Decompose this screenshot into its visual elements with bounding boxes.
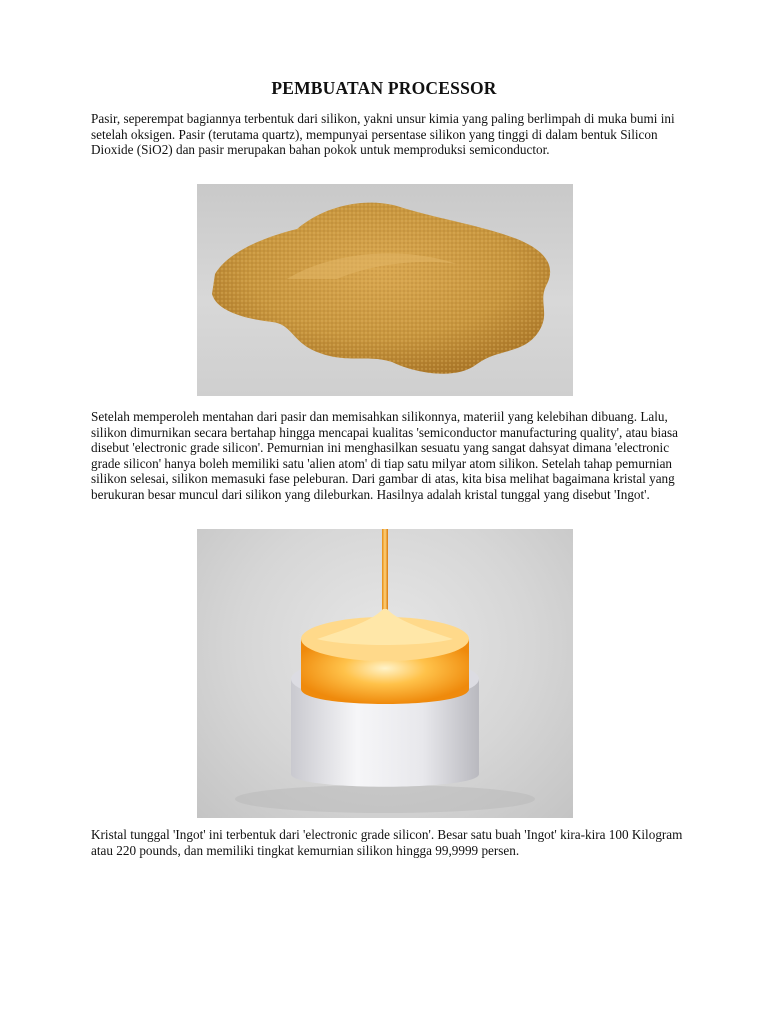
paragraph-purification: Setelah memperoleh mentahan dari pasir dan memisahkan silikonnya, materiil yang kelebihan dibuang. Lalu, silikon dimurnikan secara bertahap hingga mencapai kualitas 'semiconductor manufacturing quality', atau biasa disebut 'electronic grade silicon'. Pemurnian ini menghasilkan sesuatu yang sangat dahsyat dimana 'electronic grade silicon' hanya boleh memiliki satu 'alien atom' di tiap satu milyar atom silikon. Setelah tahap pemurnian silikon selesai, silikon memasuki fase peleburan. Dari gambar di atas, kita bisa melihat bagaimana kristal yang berukuran besar muncul dari silikon yang dileburkan. Hasilnya adalah kristal tunggal yang disebut 'Ingot'. bbox=[91, 409, 679, 502]
sand-pile-image bbox=[197, 184, 573, 396]
paragraph-ingot: Kristal tunggal 'Ingot' ini terbentuk dari 'electronic grade silicon'. Besar satu buah 'Ingot' kira-kira 100 Kilogram atau 220 pounds, dan memiliki tingkat kemurnian silikon hingga 99,9999 persen. bbox=[91, 827, 683, 858]
crucible-melting-image bbox=[197, 529, 573, 818]
page-title: PEMBUATAN PROCESSOR bbox=[271, 78, 497, 98]
paragraph-sand-intro: Pasir, seperempat bagiannya terbentuk dari silikon, yakni unsur kimia yang paling berlimpah di muka bumi ini setelah oksigen. Pasir (terutama quartz), mempunyai persentase silikon yang tinggi di dalam bentuk Silicon Dioxide (SiO2) dan pasir merupakan bahan pokok untuk memproduksi semiconductor. bbox=[91, 111, 675, 158]
